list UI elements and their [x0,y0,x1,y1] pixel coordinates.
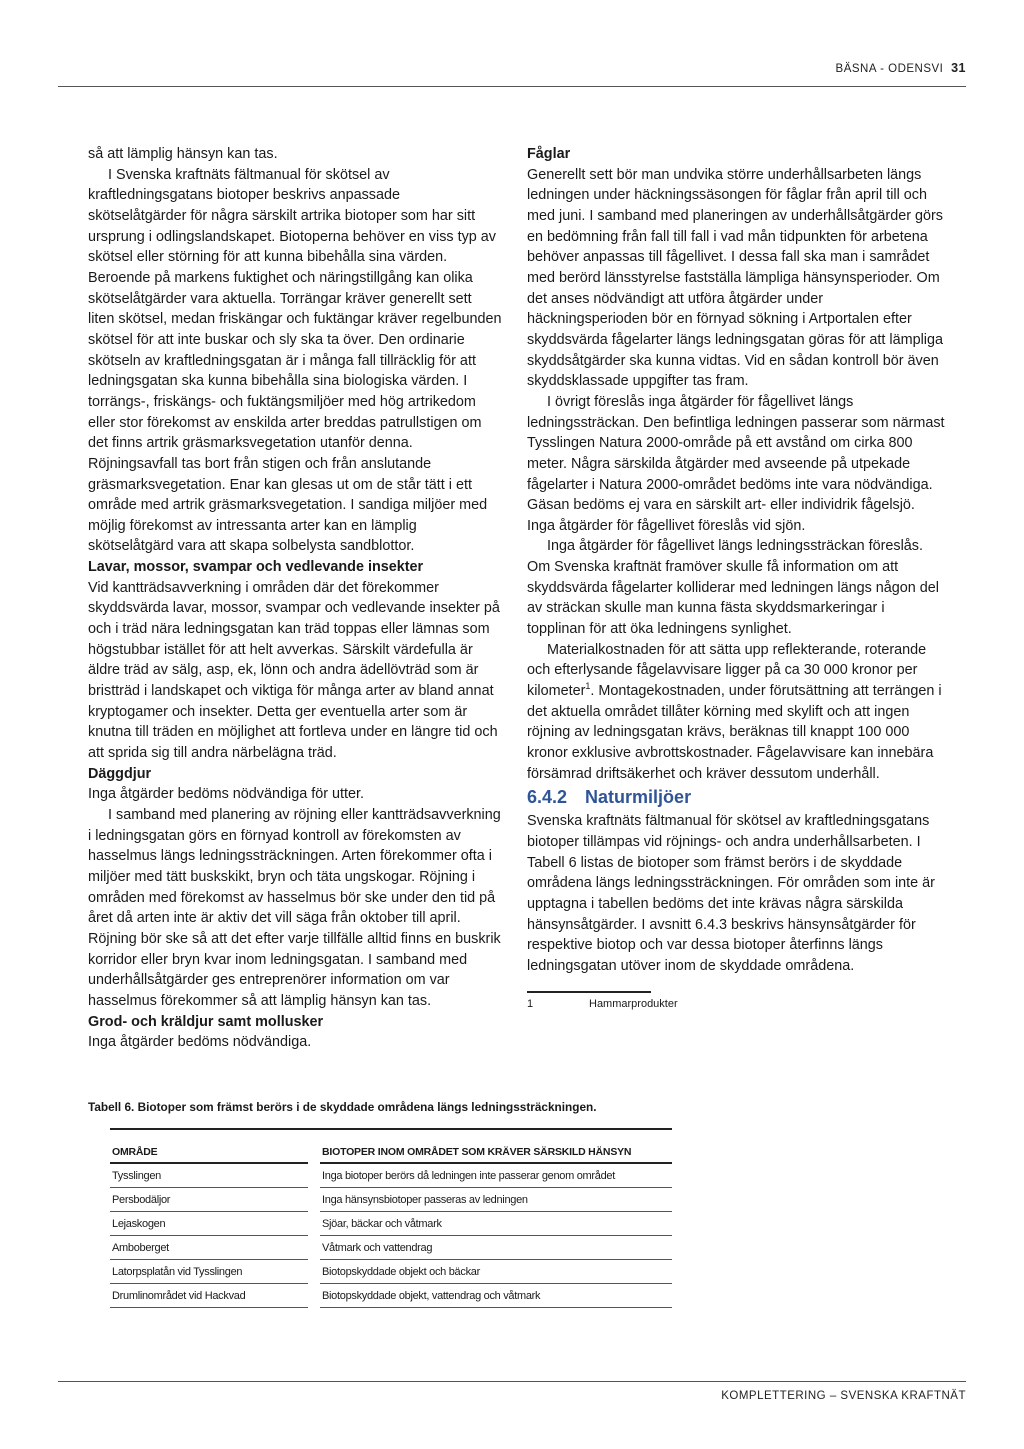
paragraph: I övrigt föreslås inga åtgärder för fågellivet längs ledningssträckan. Den befintliga ledningen passerar som närmast Tysslingen Natura 2000-område på ett avstånd om cirka 800 meter. Några särskilda åtgärder med avseende på utpekade fågelarter i Natura 2000-området bedöms inte vara nödvändiga. Gäsan bedöms ej vara en särskilt art- eller individrik fågelsjö. Inga åtgärder för fågellivet föreslås vid sjön. [527,393,945,534]
footnote [527,997,945,1011]
paragraph: Svenska kraftnäts fältmanual för skötsel av kraftledningsgatans biotoper tillämpas vid röjnings- och andra underhållsarbeten. I Tabell 6 listas de biotoper som främst berörs i de skyddade områdena längs ledningssträckningen. För områden som inte är upptagna i tabellen bedöms det inte krävas några särskilda hänsynsåtgärder. I avsnitt 6.4.3 beskrivs hänsynsåtgärder för respektive biotop och var dessa biotoper återfinns längs ledningsgatan utöver inom de skyddade områdena. [527,813,935,974]
footnote-reference: 1 [585,681,591,692]
table-cell-biotopes: Biotopskyddade objekt, vattendrag och våtmark [320,1284,672,1308]
paragraph: Inga åtgärder för fågellivet längs ledningssträckan föreslås. Om Svenska kraftnät framöver skulle få information om att skyddsvärda fågelarter kolliderar med ledningen längs någon del av sträckan skulle man kunna fästa skyddsmarkeringar i topplinan för att öka ledningens synlighet. [527,538,939,638]
table-row [110,1236,672,1260]
running-title: BÄSNA - ODENSVI [835,63,944,75]
left-column [88,144,502,1053]
paragraph: Generellt sett bör man undvika större underhållsarbeten längs ledningen under häckningssäsongen för fåglar från april till och med juni. I samband med planeringen av underhållsåtgärder görs en bedömning från fall till fall i vad mån tidpunkten för arbetena behöver anpassas till fågellivet. I dessa fall ska man i samrådet med berörd länsstyrelse fastställa lämpliga hänsynsperioder. Om det anses nödvändigt att utföra åtgärder under häckningsperioden bör en förnyad sökning i Artportalen efter skyddsvärda fågelarter längs ledningsgatan göras för att lämpliga skyddsåtgärder ska kunna vidtas. Vid en sådan kontroll bör även skyddsklassade uppgifter tas fram. [527,166,943,390]
table-header-row [110,1130,672,1163]
subheading-faglar: Fåglar [527,146,571,162]
table-cell-biotopes: Inga hänsynsbiotoper passeras av ledningen [320,1188,672,1212]
subheading-daggdjur: Däggdjur [88,765,152,782]
section-number: 6.4.2 [527,787,568,808]
table-cell-biotopes: Biotopskyddade objekt och bäckar [320,1260,672,1284]
table-cell-area: Lejaskogen [110,1212,308,1236]
biotope-table [110,1128,672,1308]
right-column [527,144,945,1011]
table-cell-area: Latorpsplatån vid Tysslingen [110,1260,308,1284]
table-row [110,1188,672,1212]
table-row [110,1260,672,1284]
column-header-biotopes: BIOTOPER INOM OMRÅDET SOM KRÄVER SÄRSKILD HÄNSYN [320,1130,672,1163]
section-title: Naturmiljöer [585,787,692,808]
table-row [110,1163,672,1188]
table-cell-biotopes: Våtmark och vattendrag [320,1236,672,1260]
running-header [836,61,966,75]
subheading-lavar: Lavar, mossor, svampar och vedlevande insekter [88,559,424,576]
table-cell-area: Amboberget [110,1236,308,1260]
footer-rule [58,1381,966,1382]
running-footer: KOMPLETTERING – SVENSKA KRAFTNÄT [721,1390,966,1402]
paragraph-text: . Montagekostnaden, under förutsättning att terrängen i det aktuella området tillåter körning med skylift och att ingen röjning av ledningsgatan krävs, beräknas till knappt 100 000 kronor exklusive avbrottskostnader. Fågelavvisare kan innebära försämrad driftsäkerhet och kräver dessutom underhåll. [527,683,942,782]
header-rule [58,86,966,87]
footnote-number: 1 [527,997,534,1010]
paragraph: Inga åtgärder bedöms nödvändiga. [88,1034,312,1051]
page-number: 31 [951,61,966,75]
paragraph: I samband med planering av röjning eller kantträdsavverkning i ledningsgatan görs en förnyad kontroll av förekomsten av hasselmus längs ledningssträckningen. Arten förekommer ofta i miljöer med tätt buskskikt, bryn och täta ungskogar. Röjning i områden med förekomst av hasselmus bör ske under den tid på året då arten inte är aktiv det vill säga från oktober till april. Röjning bör ske så att det efter varje tillfälle alltid finns en buskrik korridor eller bryn kvar inom ledningsgatan. I samband med underhållsåtgärder ges entreprenörer information om var hasselmus förekommer så att lämplig hänsyn kan tas. [88,807,501,1009]
paragraph: Inga åtgärder bedöms nödvändiga för utter. [88,786,365,803]
paragraph: I Svenska kraftnäts fältmanual för skötsel av kraftledningsgatans biotoper beskrivs anpassade skötselåtgärder för några särskilt artrika biotoper som har sitt ursprung i odlingslandskapet. Biotoperna behöver en viss typ av skötsel eller störning för att kunna bibehålla sina värden. Beroende på markens fuktighet och näringstillgång kan olika skötselåtgärder vara aktuella. Torrängar kräver generellt sett liten skötsel, medan friskängar och fuktängar kräver regelbunden skötsel för att inte buskar och sly ska ta över. Den ordinarie skötseln av kraftledningsgatan är i många fall tillräcklig för att ledningsgatan ska kunna bibehålla sina biologiska värden. I torrängs-, friskängs- och fuktängsmiljöer med hög artrikedom eller stor förekomst av enskilda arter breddas patrullstigen om det finns artrik gräsmarksvegetation utanför denna. Röjningsavfall tas bort från stigen och från anslutande gräsmarksvegetation. Enar kan glesas ut om de står tätt i ett område med artrik gräsmarksvegetation. I sandiga miljöer med möjlig förekomst av intressanta arter kan en lämplig skötselåtgärd vara att skapa solbelysta sandblottor. [88,166,502,555]
table-cell-area: Persbodäljor [110,1188,308,1212]
table-cell-area: Drumlinområdet vid Hackvad [110,1284,308,1308]
paragraph [527,640,945,785]
section-heading [527,786,945,808]
footnote-rule [527,991,651,993]
table-cell-area: Tysslingen [110,1163,308,1188]
paragraph: Vid kantträdsavverkning i områden där det förekommer skyddsvärda lavar, mossor, svampar och vedlevande insekter på och i träd nära ledningsgatan kan träd toppas eller lämnas som högstubbar istället för att helt avverkas. Särskilt värdefulla är äldre träd av sälg, asp, ek, lönn och andra ädellövträd som är bristträd i landskapet och viktiga för många arter av bland annat kryptogamer och insekter. Detta ger eventuella arter som är knutna till träden en möjlighet att fortleva under en längre tid och att sprida sig till andra närbelägna träd. [88,579,500,762]
table-cell-biotopes: Inga biotoper berörs då ledningen inte passerar genom området [320,1163,672,1188]
paragraph-text: Materialkostnaden för att sätta upp reflekterande, roterande och efterlysande fågelavvisare ligger på ca 30 000 kronor per kilometer [527,641,927,700]
column-header-area: OMRÅDE [110,1130,308,1163]
table-row [110,1284,672,1308]
table-cell-biotopes: Sjöar, bäckar och våtmark [320,1212,672,1236]
table-caption: Tabell 6. Biotoper som främst berörs i de skyddade områdena längs ledningssträckningen. [88,1100,597,1114]
paragraph: så att lämplig hänsyn kan tas. [88,146,278,162]
footnote-text: Hammarprodukter [589,997,678,1010]
subheading-grod: Grod- och kräldjur samt mollusker [88,1013,324,1030]
table-row [110,1212,672,1236]
